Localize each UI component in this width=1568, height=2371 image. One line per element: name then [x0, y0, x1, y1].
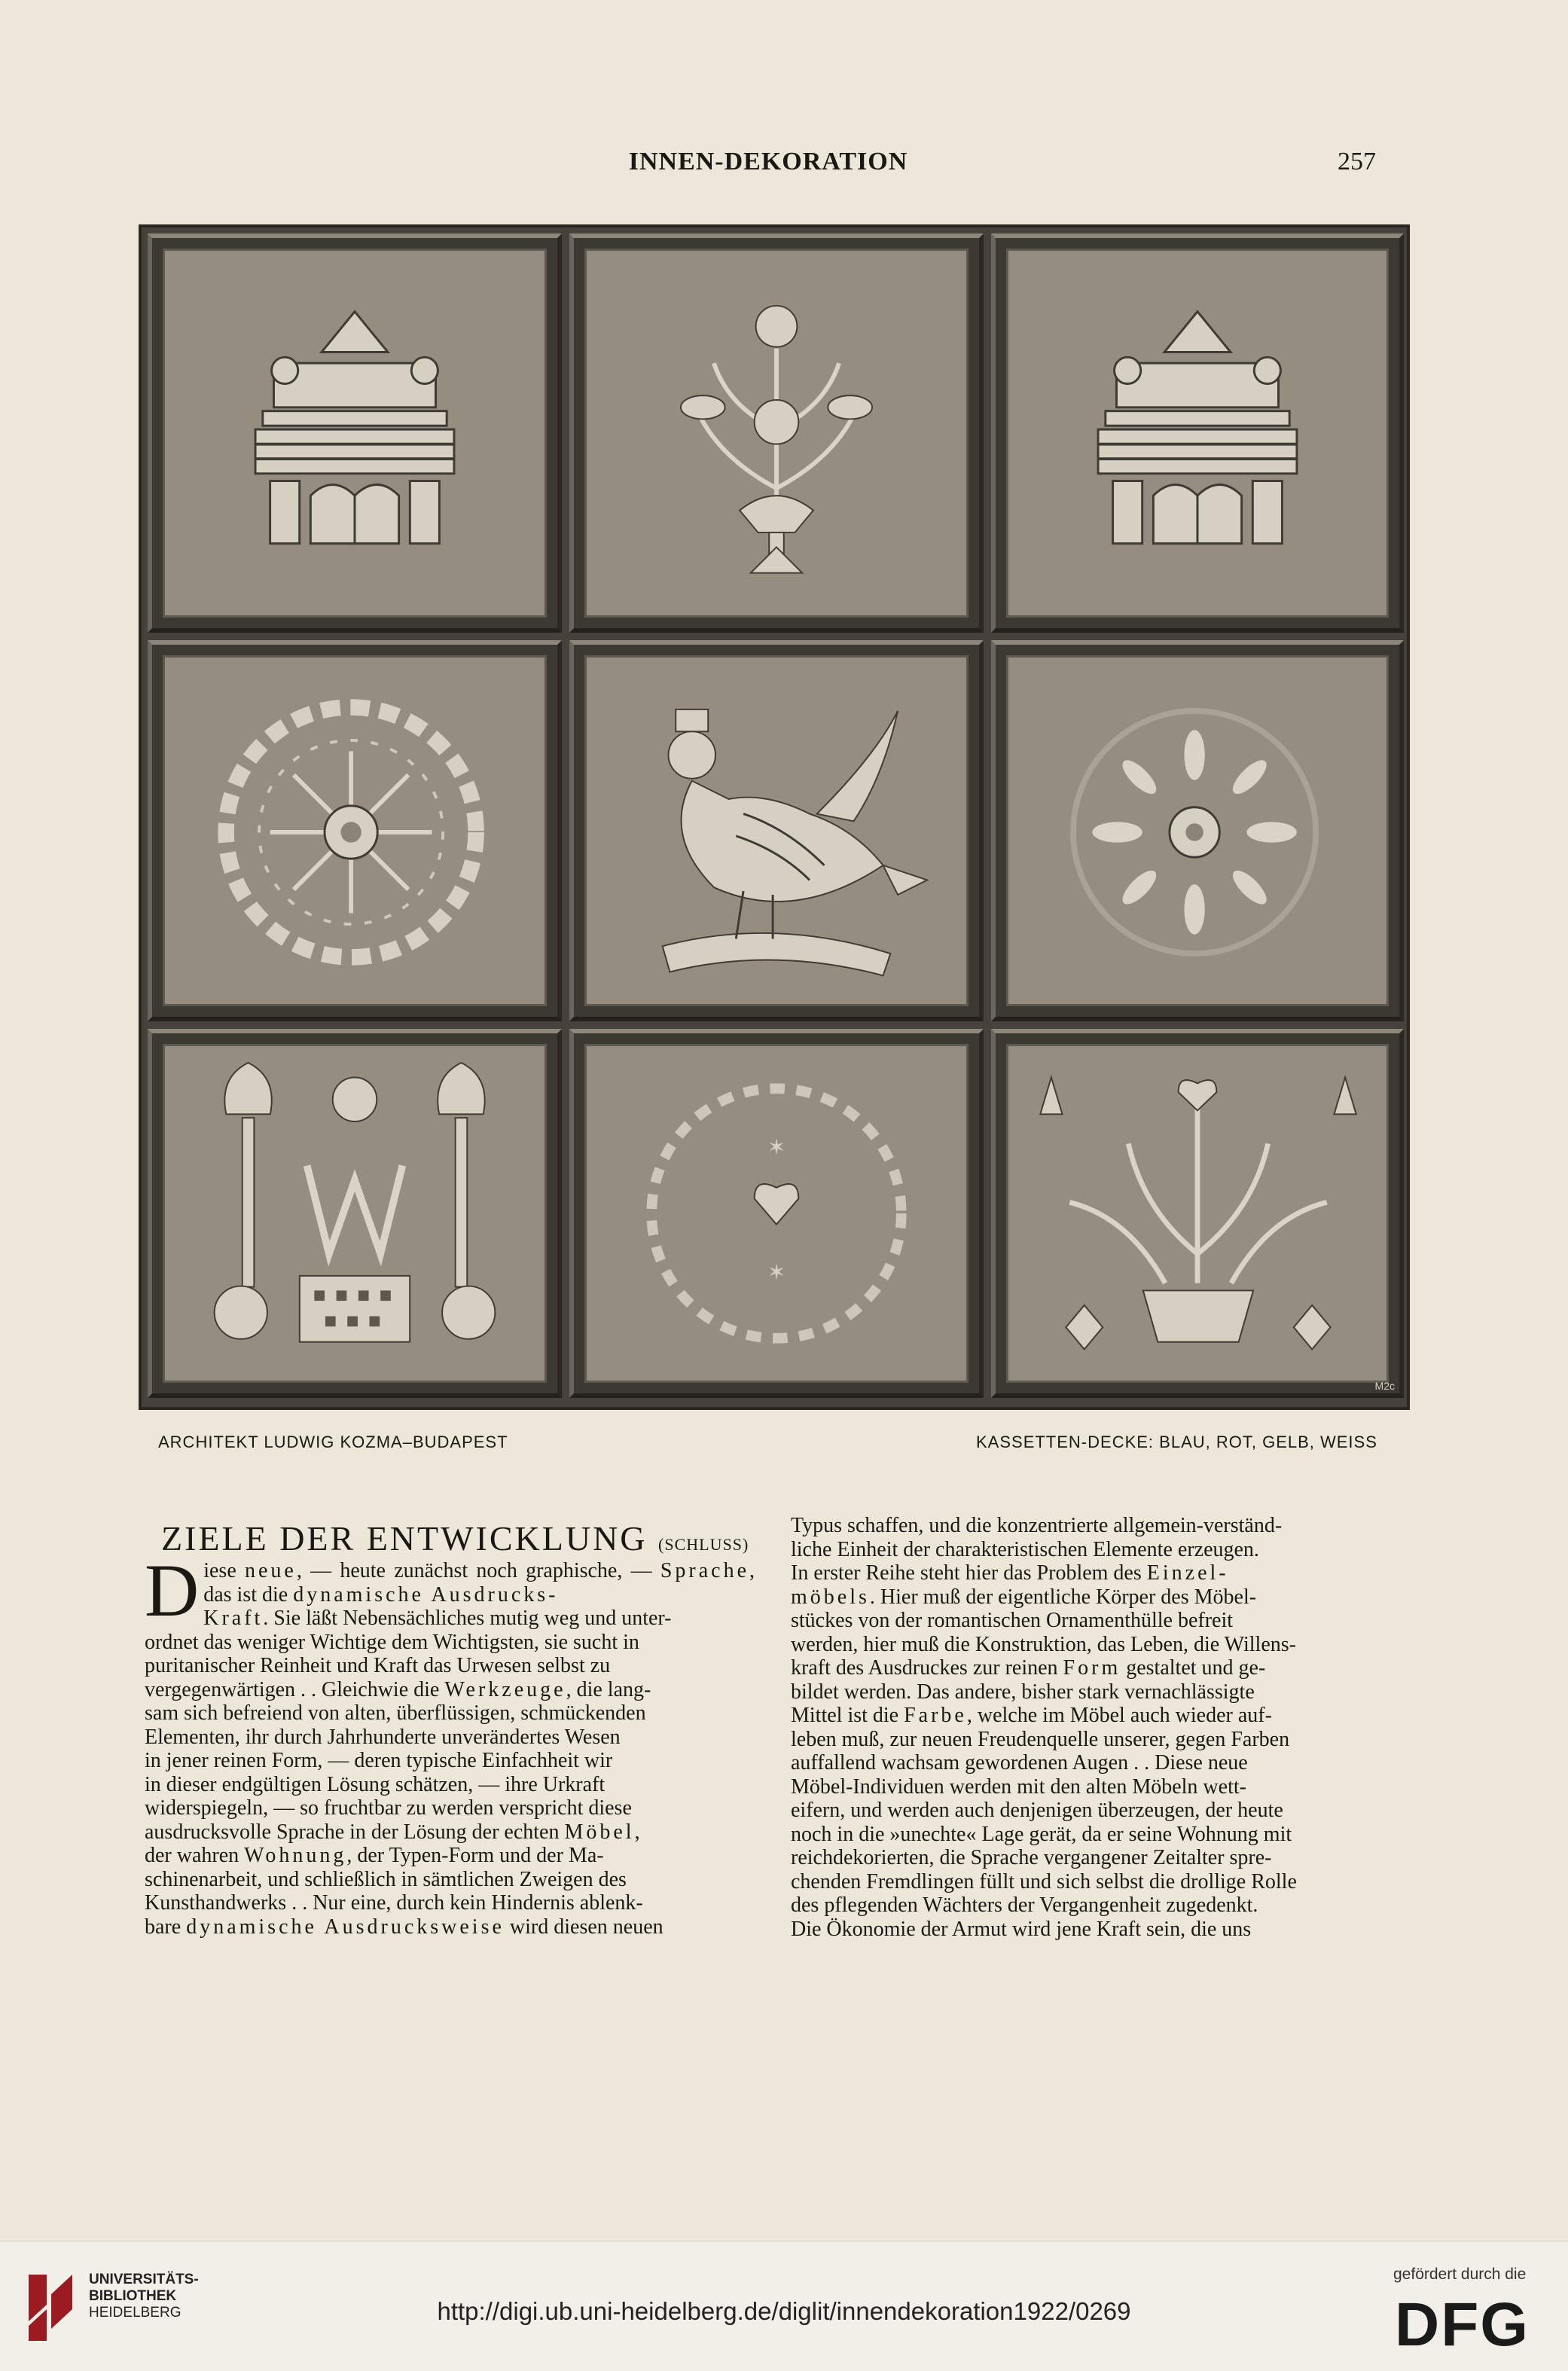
- text-line: [145, 1915, 755, 1939]
- text-run: , der Typen-Form und der Ma-: [346, 1844, 604, 1867]
- text-run: wird diesen neuen: [504, 1915, 664, 1939]
- funding-label: gefördert durch die: [1393, 2266, 1527, 2283]
- spaced-emphasis: Farbe: [904, 1704, 967, 1727]
- text-run: bare: [145, 1915, 187, 1939]
- text-run: noch in die »unechte« Lage gerät, da er seine Wohnung mit: [791, 1822, 1292, 1846]
- panel-rosette-wreath: [148, 640, 562, 1021]
- text-line: [145, 1678, 755, 1702]
- pavilion-ornament: [996, 238, 1399, 628]
- text-line: [791, 1680, 1420, 1704]
- text-run: vergegenwärtigen . . Gleichwie die: [145, 1677, 445, 1701]
- heart-wreath-ornament: [574, 1033, 979, 1393]
- artist-monogram: M2c: [1374, 1380, 1395, 1392]
- panel-tulip-basket: [991, 1029, 1404, 1398]
- text-line: [145, 1607, 755, 1631]
- text-run: bildet werden. Das andere, bisher stark vernachlässigte: [791, 1680, 1255, 1704]
- spaced-emphasis: Einzel-: [1146, 1561, 1229, 1585]
- body-text-right-column: [791, 1514, 1420, 1941]
- article-title-suffix: (SCHLUSS): [658, 1535, 749, 1554]
- text-run: . Hier muß der eigentliche Körper des Möbel-: [869, 1585, 1257, 1609]
- text-line: [145, 1820, 755, 1845]
- text-line: [145, 1891, 755, 1915]
- text-run: . Sie läßt Nebensächliches mutig weg und unter-: [263, 1607, 672, 1630]
- panel-floral-medallion: [991, 640, 1404, 1021]
- text-run: Elementen, ihr durch Jahrhunderte unverändertes Wesen: [145, 1725, 621, 1749]
- text-run: Typus schaffen, und die konzentrierte allgemein-verständ-: [791, 1514, 1283, 1537]
- text-line: [145, 1749, 755, 1773]
- text-line: [791, 1799, 1420, 1823]
- text-run: , das ist die: [203, 1559, 755, 1607]
- article-title-text: ZIELE DER ENTWICKLUNG: [161, 1519, 648, 1558]
- text-line: [791, 1609, 1420, 1633]
- medallion-ornament: [996, 645, 1399, 1017]
- caption-architect: ARCHITEKT LUDWIG KOZMA–BUDAPEST: [158, 1433, 508, 1451]
- text-run: leben muß, zur neuen Freudenquelle unserer, gegen Farben: [791, 1727, 1290, 1751]
- text-line: [791, 1585, 1420, 1610]
- text-line: [145, 1701, 755, 1726]
- text-line: [791, 1514, 1420, 1538]
- panel-bird-figure: [569, 640, 984, 1021]
- text-line: [791, 1846, 1420, 1870]
- running-header: INNEN-DEKORATION: [628, 148, 908, 175]
- text-line: [791, 1704, 1420, 1728]
- page-number: 257: [1338, 148, 1376, 175]
- text-run: kraft des Ausdruckes zur reinen: [791, 1656, 1063, 1680]
- text-line: [145, 1631, 755, 1655]
- text-line: [791, 1893, 1420, 1918]
- spaced-emphasis: möbels: [791, 1585, 870, 1609]
- text-run: Die Ökonomie der Armut wird jene Kraft sein, die uns: [791, 1917, 1252, 1941]
- text-run: ausdrucksvolle Sprache in der Lösung der echten: [145, 1820, 565, 1844]
- text-line: [791, 1728, 1420, 1752]
- text-line: [145, 1796, 755, 1820]
- text-run: in jener reinen Form, — deren typische Einfachheit wir: [145, 1749, 613, 1772]
- spaced-emphasis: Sprache: [660, 1559, 750, 1582]
- text-run: Möbel-Individuen werden mit den alten Möbeln wett-: [791, 1774, 1246, 1799]
- drop-cap: D: [145, 1549, 200, 1632]
- text-run: , — heute zunächst noch graphische, —: [296, 1559, 660, 1582]
- text-run: eifern, und werden auch denjenigen überzeugen, der heute: [791, 1799, 1283, 1822]
- ceiling-plate-image: [139, 224, 1410, 1410]
- text-run: ,: [634, 1820, 640, 1844]
- tulip-basket-ornament: [996, 1033, 1399, 1393]
- source-url-link[interactable]: http://digi.ub.uni-heidelberg.de/diglit/innendekoration1922/0269: [437, 2297, 1131, 2325]
- text-line: [145, 1726, 755, 1750]
- dfg-logo: DFG: [1395, 2290, 1530, 2359]
- text-run: gestaltet und ge-: [1121, 1656, 1266, 1680]
- text-run: in dieser endgültigen Lösung schätzen, — ihre Urkraft: [145, 1772, 606, 1796]
- caption-ceiling: KASSETTEN-DECKE: BLAU, ROT, GELB, WEISS: [976, 1433, 1377, 1451]
- text-line: [145, 1844, 755, 1868]
- text-run: reichdekorierten, die Sprache vergangener Zeitalter spre-: [791, 1846, 1272, 1869]
- svg-text:✶: ✶: [767, 1135, 786, 1160]
- text-run: stückes von der romantischen Ornamenthülle befreit: [791, 1609, 1234, 1632]
- text-run: schinenarbeit, und schließlich in sämtlichen Zweigen des: [145, 1867, 627, 1891]
- text-run: Kunsthandwerks . . Nur eine, durch kein Hindernis ablenk-: [145, 1891, 643, 1915]
- text-line: [791, 1633, 1420, 1657]
- text-line: [791, 1561, 1420, 1585]
- spaced-emphasis: neue: [245, 1559, 297, 1582]
- text-run: puritanischer Reinheit und Kraft das Urwesen selbst zu: [145, 1654, 611, 1677]
- institution-name: UNIVERSITÄTS- BIBLIOTHEK HEIDELBERG: [89, 2272, 199, 2321]
- text-run: des pflegenden Wächters der Vergangenheit zugedenkt.: [791, 1893, 1258, 1917]
- article-title: [161, 1518, 749, 1558]
- spaced-emphasis: Wohnung: [244, 1844, 347, 1867]
- text-run: ordnet das weniger Wichtige dem Wichtigsten, sie sucht in: [145, 1630, 639, 1654]
- rosette-ornament: [152, 645, 557, 1017]
- panel-flower-vase: [569, 233, 984, 633]
- text-run: auffallend wachsam gewordenen Augen . . Diese neue: [791, 1751, 1248, 1774]
- body-text-left-column: [145, 1549, 755, 1939]
- pavilion-ornament: [152, 238, 557, 628]
- spaced-emphasis: Kraft: [203, 1607, 264, 1630]
- text-line: [791, 1870, 1420, 1894]
- text-run: werden, hier muß die Konstruktion, das Leben, die Willens-: [791, 1632, 1296, 1656]
- text-run: widerspiegeln, — so fruchtbar zu werden verspricht diese: [145, 1796, 632, 1820]
- spaced-emphasis: dynamische Ausdrucksweise: [186, 1915, 505, 1939]
- text-run: chenden Fremdlingen füllt und sich selbst die drollige Rolle: [791, 1869, 1297, 1893]
- text-line: [145, 1868, 755, 1892]
- text-run: In erster Reihe steht hier das Problem des: [791, 1561, 1147, 1585]
- text-line: [791, 1656, 1420, 1680]
- bird-ornament: [574, 645, 979, 1017]
- panel-pavilion-right: [991, 233, 1404, 633]
- text-line: [791, 1538, 1420, 1562]
- vase-candles-ornament: [152, 1033, 557, 1393]
- text-run: sam sich befreiend von alten, überflüssigen, schmückenden: [145, 1701, 646, 1725]
- text-run: iese: [203, 1559, 245, 1582]
- text-line: [791, 1823, 1420, 1847]
- panel-pavilion-left: [148, 233, 562, 633]
- text-run: liche Einheit der charakteristischen Elemente erzeugen.: [791, 1537, 1259, 1561]
- flower-vase-ornament: [574, 238, 979, 628]
- text-line: [791, 1918, 1420, 1942]
- text-run: , die lang-: [566, 1677, 651, 1701]
- text-run: , welche im Möbel auch wieder auf-: [966, 1704, 1272, 1727]
- text-line: [791, 1775, 1420, 1799]
- spaced-emphasis: dynamische Ausdrucks-: [293, 1582, 559, 1607]
- spaced-emphasis: Möbel: [564, 1820, 635, 1844]
- text-run: der wahren: [145, 1844, 245, 1867]
- svg-text:✶: ✶: [767, 1260, 786, 1285]
- digitization-footer: [0, 2241, 1568, 2371]
- panel-heart-wreath: [569, 1029, 984, 1398]
- text-run: Mittel ist die: [791, 1704, 904, 1727]
- spaced-emphasis: Werkzeuge: [444, 1677, 566, 1701]
- text-line: [145, 1773, 755, 1797]
- panel-vase-candles: [148, 1029, 562, 1398]
- spaced-emphasis: Form: [1063, 1656, 1121, 1680]
- text-line: [791, 1751, 1420, 1775]
- text-line: [145, 1654, 755, 1678]
